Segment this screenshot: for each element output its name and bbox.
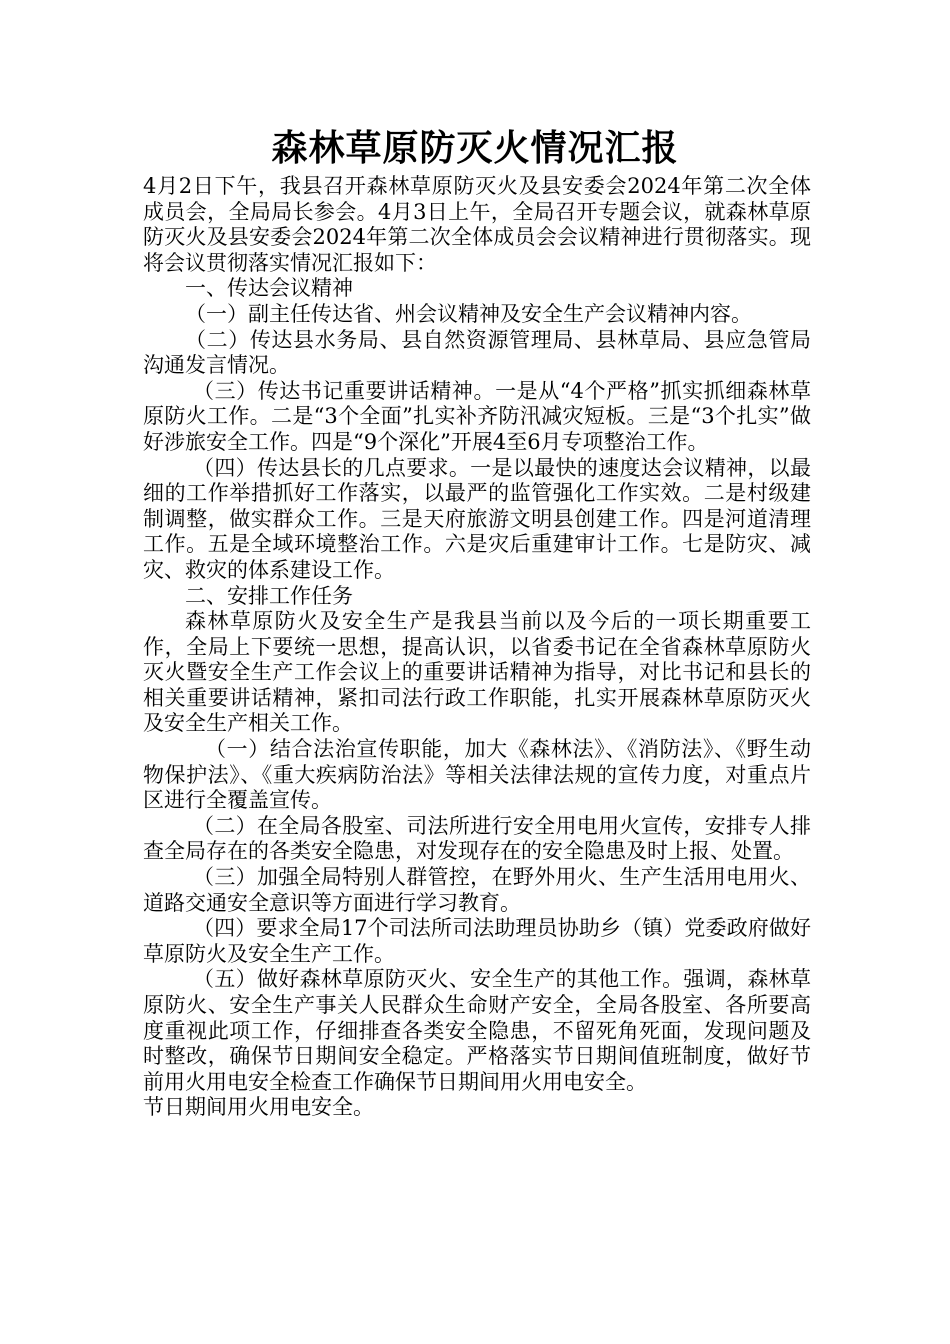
section-1-item-1: （一）副主任传达省、州会议精神及安全生产会议精神内容。 [185,301,752,326]
section-2-item-1: （一）结合法治宣传职能，加大《森林法》、《消防法》、《野生动物保护法》、《重大疾病防治法》等相关法律法规的宣传力度，对重点片区进行全覆盖宣传。 [143,737,811,813]
document-title: 森林草原防灭火情况汇报 [271,128,679,169]
section-heading-1: 一、传达会议精神 [185,276,353,301]
section-2-item-3: （三）加强全局特别人群管控，在野外用火、生产生活用电用火、道路交通安全意识等方面进行学习教育。 [143,865,811,915]
section-2-intro: 森林草原防火及安全生产是我县当前以及今后的一项长期重要工作，全局上下要统一思想，提高认识，以省委书记在全省森林草原防火灭火暨安全生产工作会议上的重要讲话精神为指导，对比书记和县长的相关重要讲话精神，紧扣司法行政工作职能，扎实开展森林草原防灭火及安全生产相关工作。 [143,609,811,736]
closing-line: 节日期间用火用电安全。 [143,1095,374,1120]
section-2-item-5: （五）做好森林草原防灭火、安全生产的其他工作。强调，森林草原防火、安全生产事关人民群众生命财产安全，全局各股室、各所要高度重视此项工作，仔细排查各类安全隐患，不留死角死面，发现问题及时整改，确保节日期间安全稳定。严格落实节日期间值班制度，做好节前用火用电安全检查工作确保节日期间用火用电安全。 [143,967,811,1094]
document-body [143,174,811,1121]
intro-paragraph: 4月2日下午，我县召开森林草原防灭火及县安委会2024年第二次全体成员会，全局局长参会。4月3日上午，全局召开专题会议，就森林草原防灭火及县安委会2024年第二次全体成员会会议精神进行贯彻落实。现将会议贯彻落实情况汇报如下： [143,174,811,275]
section-heading-2: 二、安排工作任务 [185,583,353,608]
section-1-item-2: （二）传达县水务局、县自然资源管理局、县林草局、县应急管局沟通发言情况。 [143,327,811,378]
section-2-item-4: （四）要求全局17个司法所司法助理员协助乡（镇）党委政府做好草原防火及安全生产工作。 [143,916,811,966]
section-2-item-2: （二）在全局各股室、司法所进行安全用电用火宣传，安排专人排查全局存在的各类安全隐患，对发现存在的安全隐患及时上报、处置。 [143,813,811,864]
section-1-item-4: （四）传达县长的几点要求。一是以最快的速度达会议精神，以最细的工作举措抓好工作落实，以最严的监管强化工作实效。二是村级建制调整，做实群众工作。三是天府旅游文明县创建工作。四是河道清理工作。五是全域环境整治工作。六是灾后重建审计工作。七是防灾、减灾、救灾的体系建设工作。 [143,455,811,582]
section-1-item-3: （三）传达书记重要讲话精神。一是从“4个严格”抓实抓细森林草原防火工作。二是“3个全面”扎实补齐防汛减灾短板。三是“3个扎实”做好涉旅安全工作。四是“9个深化”开展4至6月专项整治工作。 [143,378,811,454]
